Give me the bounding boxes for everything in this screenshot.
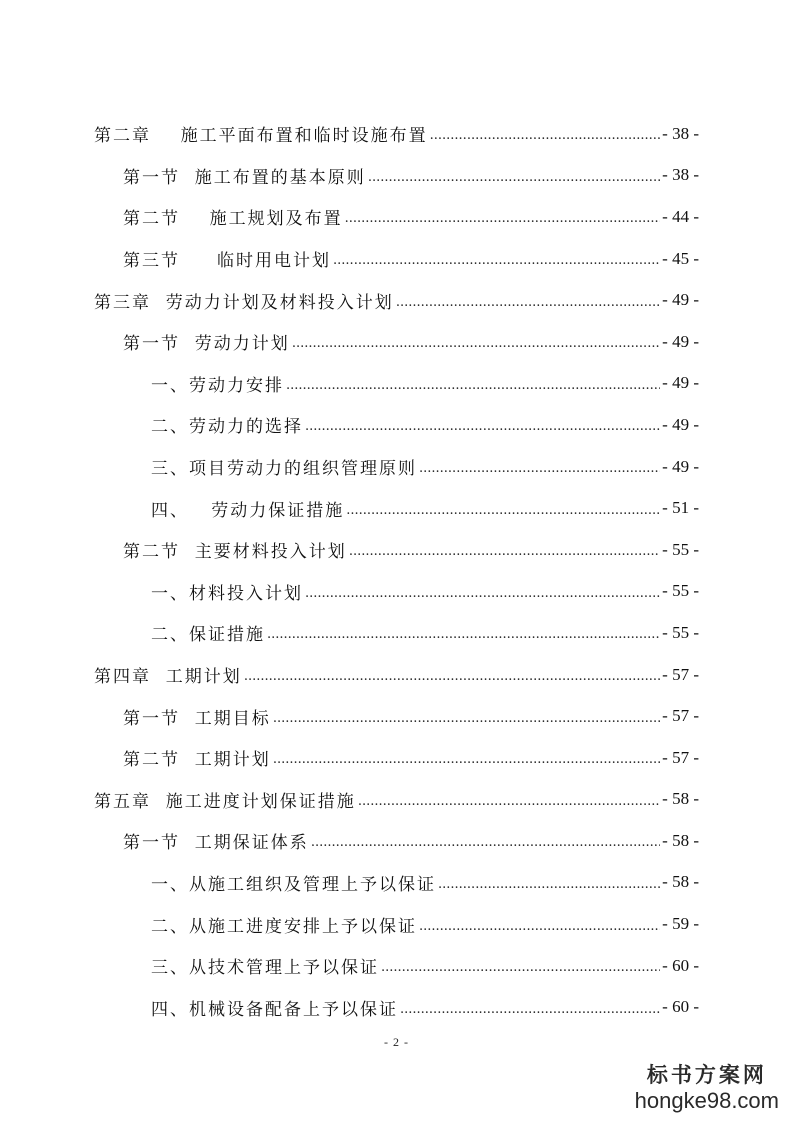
dot-leader (311, 835, 660, 850)
toc-entry-subsection[interactable] (0, 363, 793, 405)
toc-entry-section[interactable] (0, 529, 793, 571)
toc-entry-page: - 60 - (662, 997, 699, 1017)
toc-entry-subsection[interactable] (0, 404, 793, 446)
toc-entry-label: 二、保证措施 (151, 625, 265, 646)
toc-entry-chapter-5[interactable] (0, 779, 793, 821)
toc-entry-label: 第四章 工期计划 (94, 667, 242, 688)
toc-entry-subsection[interactable] (0, 986, 793, 1028)
toc-entry-page: - 58 - (662, 789, 699, 809)
dot-leader (305, 419, 660, 434)
toc-entry-label: 第三章 劳动力计划及材料投入计划 (94, 292, 394, 313)
page-number: - 2 - (384, 1035, 409, 1049)
toc-entry-label: 第一节 施工布置的基本原则 (123, 167, 366, 188)
toc-entry-label: 第二节 施工规划及布置 (123, 209, 343, 230)
dot-leader (345, 211, 661, 226)
dot-leader (244, 669, 660, 684)
toc-entry-label: 二、从施工进度安排上予以保证 (151, 916, 417, 937)
toc-entry-section[interactable] (0, 737, 793, 779)
dot-leader (273, 752, 660, 767)
dot-leader (381, 960, 660, 975)
toc-entry-section[interactable] (0, 321, 793, 363)
toc-entry-section[interactable] (0, 196, 793, 238)
dot-leader (419, 461, 660, 476)
dot-leader (305, 586, 660, 601)
dot-leader (267, 627, 660, 642)
toc-entry-chapter-2[interactable] (0, 113, 793, 155)
dot-leader (292, 336, 660, 351)
toc-entry-section[interactable] (0, 695, 793, 737)
toc-entry-subsection[interactable] (0, 446, 793, 488)
toc-entry-page: - 55 - (662, 622, 699, 642)
toc-entry-subsection[interactable] (0, 945, 793, 987)
dot-leader (286, 378, 660, 393)
toc-entry-page: - 38 - (662, 123, 699, 143)
toc-entry-label: 第三节 临时用电计划 (123, 251, 332, 272)
toc-entry-label: 四、 劳动力保证措施 (151, 500, 345, 521)
toc-entry-page: - 45 - (662, 248, 699, 268)
toc-entry-page: - 59 - (662, 914, 699, 934)
toc-entry-label: 一、从施工组织及管理上予以保证 (151, 874, 436, 895)
watermark-url: hongke98.com (634, 1088, 779, 1113)
toc-entry-section[interactable] (0, 155, 793, 197)
table-of-contents (0, 113, 793, 1028)
toc-entry-page: - 55 - (662, 581, 699, 601)
toc-entry-section[interactable] (0, 238, 793, 280)
toc-entry-page: - 55 - (662, 539, 699, 559)
toc-entry-label: 第二节 主要材料投入计划 (123, 542, 347, 563)
toc-entry-label: 一、材料投入计划 (151, 583, 303, 604)
dot-leader (400, 1002, 660, 1017)
toc-entry-page: - 57 - (662, 664, 699, 684)
toc-entry-label: 第二章 施工平面布置和临时设施布置 (94, 126, 428, 147)
toc-entry-subsection[interactable] (0, 487, 793, 529)
toc-entry-subsection[interactable] (0, 571, 793, 613)
dot-leader (273, 711, 660, 726)
toc-entry-page: - 49 - (662, 414, 699, 434)
dot-leader (396, 295, 660, 310)
toc-entry-label: 第五章 施工进度计划保证措施 (94, 791, 356, 812)
dot-leader (438, 877, 660, 892)
toc-entry-page: - 60 - (662, 955, 699, 975)
toc-entry-label: 三、从技术管理上予以保证 (151, 958, 379, 979)
toc-entry-label: 第一节 工期保证体系 (123, 833, 309, 854)
toc-entry-section[interactable] (0, 820, 793, 862)
toc-entry-label: 第一节 劳动力计划 (123, 334, 290, 355)
toc-entry-label: 二、劳动力的选择 (151, 417, 303, 438)
toc-entry-label: 三、项目劳动力的组织管理原则 (151, 459, 417, 480)
toc-entry-page: - 58 - (662, 872, 699, 892)
toc-entry-page: - 57 - (662, 706, 699, 726)
toc-entry-page: - 58 - (662, 830, 699, 850)
dot-leader (333, 253, 660, 268)
toc-entry-subsection[interactable] (0, 903, 793, 945)
toc-entry-page: - 49 - (662, 456, 699, 476)
toc-entry-subsection[interactable] (0, 862, 793, 904)
dot-leader (368, 170, 660, 185)
toc-entry-page: - 51 - (662, 498, 699, 518)
dot-leader (358, 794, 660, 809)
toc-entry-chapter-3[interactable] (0, 279, 793, 321)
toc-entry-page: - 57 - (662, 747, 699, 767)
site-watermark (635, 1062, 779, 1114)
toc-entry-page: - 38 - (662, 165, 699, 185)
toc-entry-label: 四、机械设备配备上予以保证 (151, 999, 398, 1020)
toc-entry-label: 第二节 工期计划 (123, 750, 271, 771)
toc-entry-label: 一、劳动力安排 (151, 375, 284, 396)
toc-entry-page: - 49 - (662, 373, 699, 393)
toc-entry-page: - 44 - (662, 206, 699, 226)
toc-entry-subsection[interactable] (0, 612, 793, 654)
toc-entry-page: - 49 - (662, 290, 699, 310)
toc-entry-label: 第一节 工期目标 (123, 708, 271, 729)
toc-entry-chapter-4[interactable] (0, 654, 793, 696)
dot-leader (349, 544, 660, 559)
watermark-site-name: 标书方案网 (646, 1063, 767, 1087)
dot-leader (419, 919, 660, 934)
dot-leader (346, 503, 660, 518)
toc-entry-page: - 49 - (662, 331, 699, 351)
dot-leader (430, 128, 661, 143)
